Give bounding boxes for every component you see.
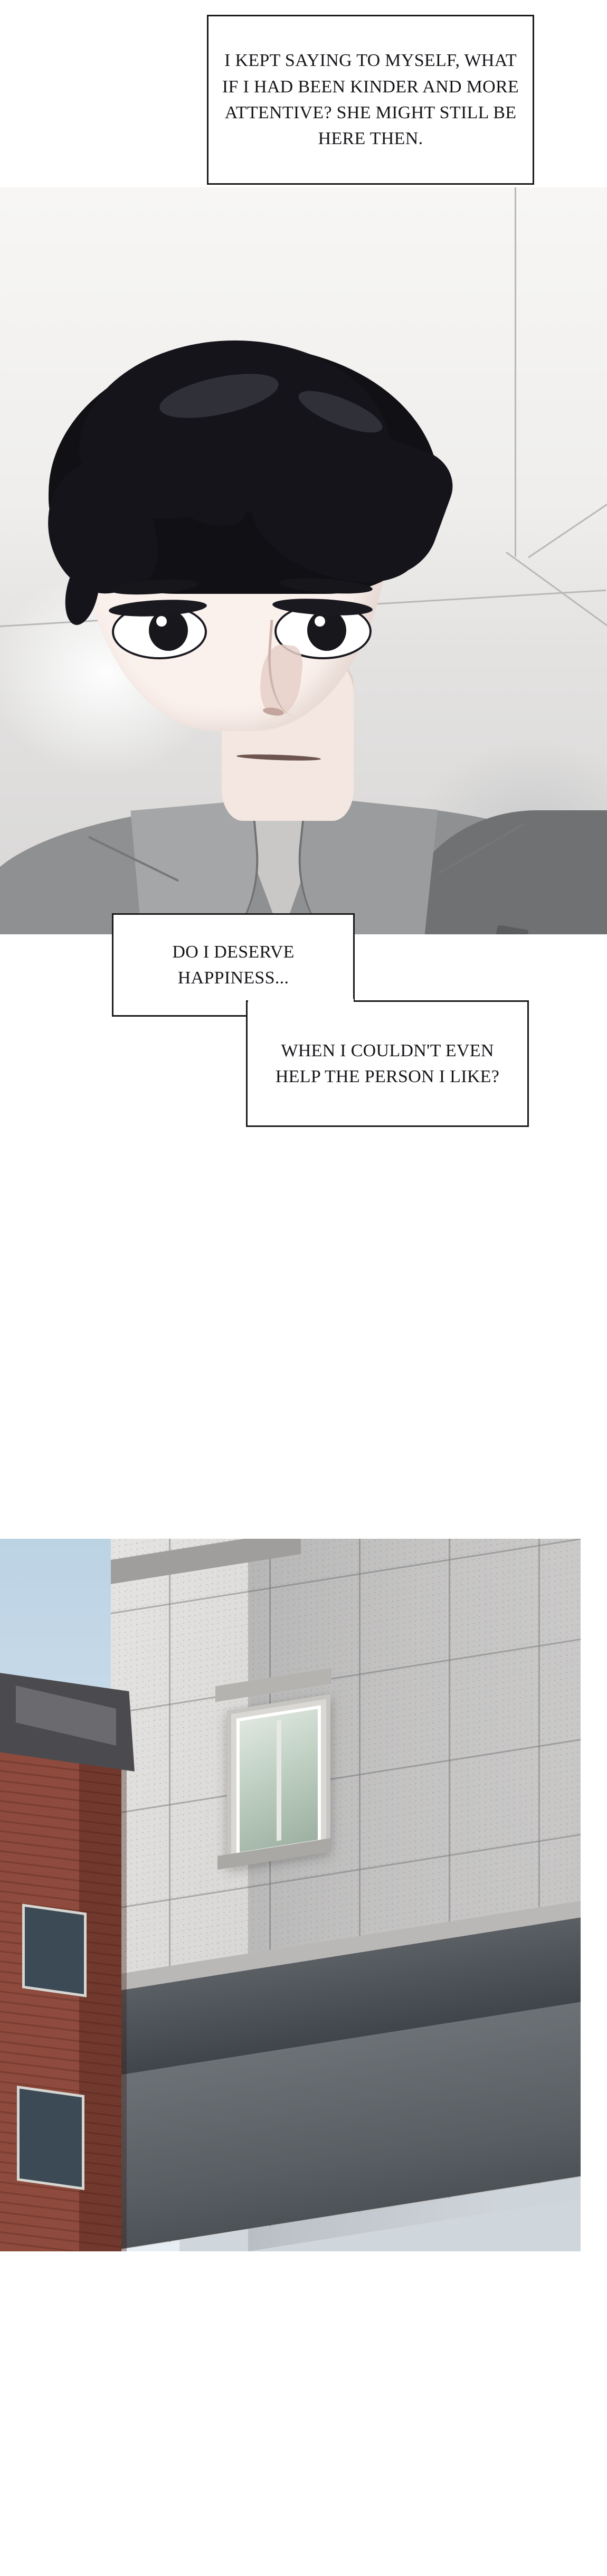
window-glass: [236, 1705, 321, 1855]
speech-bubble-1-text: I KEPT SAYING TO MYSELF, WHAT IF I HAD BEEN KINDER AND MORE ATTENTIVE? SHE MIGHT STILL BE HERE THEN.: [222, 51, 519, 149]
portrait-panel: [0, 187, 607, 934]
eye-glint-left: [156, 616, 167, 627]
building-panel: [0, 1539, 581, 2251]
speech-bubble-3-text: WHEN I COULDN'T EVEN HELP THE PERSON I LIKE?: [275, 1040, 500, 1086]
window-mullion: [277, 1720, 281, 1841]
speech-bubble-join: [248, 999, 354, 1018]
speech-bubble-1: [207, 15, 534, 185]
eye-glint-right: [315, 616, 325, 627]
character-figure: [0, 187, 607, 934]
brick-window-lower: [17, 2086, 84, 2190]
speech-bubble-2-text: DO I DESERVE HAPPINESS...: [172, 942, 295, 988]
brick-window-upper: [22, 1903, 87, 1997]
speech-bubble-3: [246, 1000, 529, 1127]
